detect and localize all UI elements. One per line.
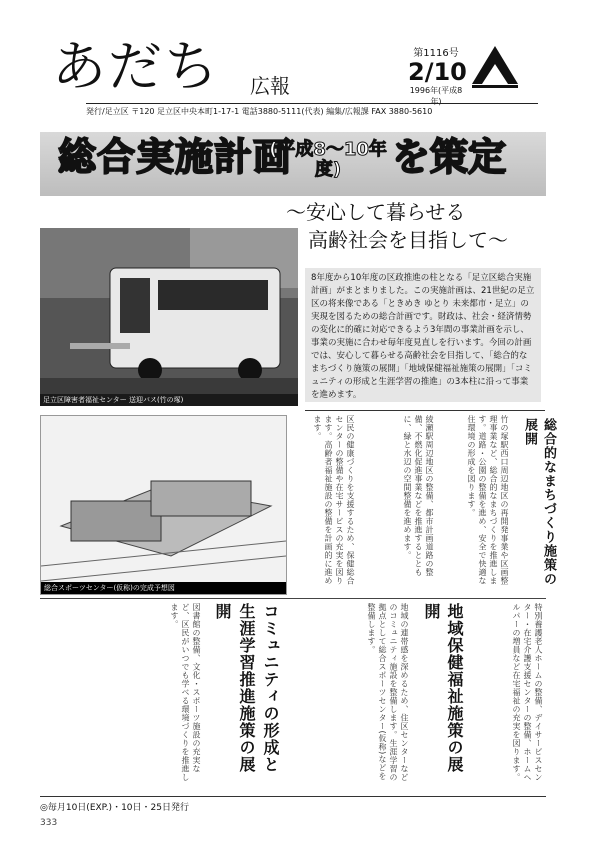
- mid-divider: [40, 598, 546, 599]
- masthead-title: あだち: [52, 35, 220, 98]
- issue-number: 第1116号: [413, 48, 459, 59]
- bus-illustration: [40, 228, 298, 406]
- intro-text: 8年度から10年度の区政推進の柱となる「足立区総合実施計画」がまとまりました。この実施計画は、21世紀の足立区の将来像である「ときめき ゆとり 未来都市・足立」の実現を図るための総合計画です。財政は、社会・経済情勢の変化に的確に対応できるよう3年間の事業計画を示し、事業の実施に合わせ毎年度見直しを行います。今回の計画では、安心して暮らせる高齢社会を目指して、「総合的なまちづくり施策の展開」「地域保健福祉施策の展開」「コミュニティの形成と生涯学習の推進」の3本柱に沿って事業を進めます。: [305, 268, 541, 402]
- headline-end: を策定: [392, 135, 507, 179]
- section-heading-hokenfukushi: 地域保健福祉施策の展開: [422, 603, 464, 773]
- issue-era: 1996年(平成8年): [409, 86, 463, 106]
- body-column-4: 特別養護老人ホームの整備、デイサービスセンター・在宅介護支援センターの整備、ホームヘルパーの増員など在宅福祉の充実を図ります。: [512, 603, 543, 782]
- building-caption: 総合スポーツセンター(仮称)の完成予想図: [41, 582, 286, 594]
- section-heading-community: コミュニティの形成と生涯学習推進施策の展開: [213, 603, 280, 773]
- building-illustration: [41, 416, 286, 594]
- footer-divider: [40, 796, 546, 797]
- publication-schedule: ◎毎月10日(EXP.)・10日・25日発行: [40, 803, 189, 813]
- body-column-6: 図書館の整備、文化・スポーツ施設の充実など、区民がいつでも学べる環境づくりを推進します。: [170, 603, 201, 782]
- section-heading-machizukuri: 総合的なまちづくり施策の展開: [522, 418, 556, 586]
- masthead-kouho: 広報: [250, 74, 290, 98]
- body-column-5: 地域の連帯感を深めるため、住区センターなどのコミュニティ施設を整備します。生涯学習の拠点として総合スポーツセンター(仮称)などを整備します。: [367, 603, 409, 782]
- bus-photo: [40, 228, 298, 406]
- intro-divider: [305, 410, 545, 411]
- publisher-info: 発行/足立区 〒120 足立区中央本町1-17-1 電話3880-5111(代表) 編集/広報課 FAX 3880-5610: [86, 103, 538, 117]
- page-number: 333: [40, 818, 58, 828]
- adachi-logo-icon: [470, 44, 520, 90]
- issue-date: 2/10: [408, 58, 467, 86]
- subtitle-line-2: 高齢社会を目指して〜: [308, 228, 508, 252]
- subtitle-line-1: 〜安心して暮らせる: [286, 200, 466, 224]
- headline-main: 総合実施計画: [58, 135, 293, 179]
- issue-box: [408, 44, 467, 107]
- body-column-1: 竹の塚駅西口周辺地区の再開発事業や区画整理事業など、総合的なまちづくりを推進します。道路・公園の整備を進め、安全で快適な住環境の形成を図ります。: [467, 415, 509, 585]
- bus-photo-caption: 足立区障害者福祉センター 送迎バス(竹の塚): [40, 394, 298, 406]
- body-column-2: 綾瀬駅周辺地区の整備、都市計画道路の整備、不燃化促進事業などを推進するとともに、緑と水辺の空間整備を進めます。: [403, 415, 434, 577]
- headline-subtitle: [286, 198, 536, 254]
- building-rendering: [40, 415, 287, 595]
- headline-period: (平成8〜10年度): [269, 139, 387, 180]
- body-column-3: 区民の健康づくりを支援するため、保健総合センターの整備や在宅サービスの充実を図ります。高齢者福祉施設の整備を計画的に進めます。: [313, 415, 355, 585]
